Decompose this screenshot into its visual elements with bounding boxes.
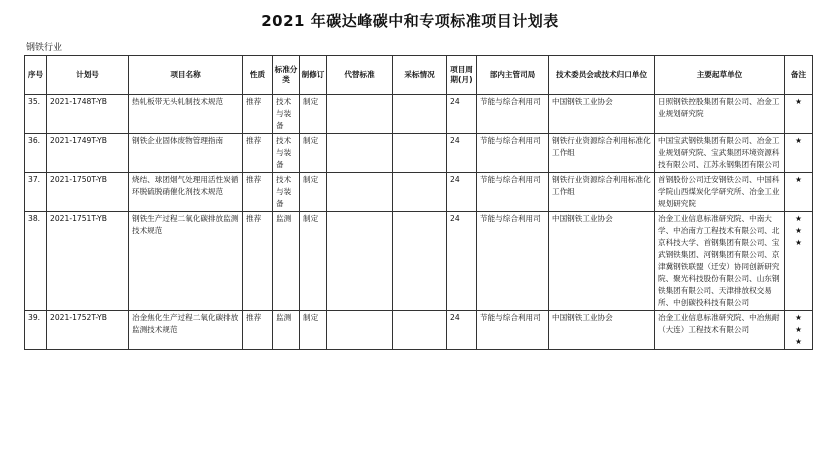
cell-no: 37.	[25, 173, 47, 212]
cell-revision: 制定	[300, 212, 327, 311]
cell-plan: 2021-1750T-YB	[47, 173, 129, 212]
table-row	[25, 134, 813, 173]
cell-committee: 中国钢铁工业协会	[549, 212, 655, 311]
table-row	[25, 311, 813, 350]
cell-name: 烧结、球团烟气处理用活性炭循环脱硫脱硝催化剂技术规范	[129, 173, 243, 212]
col-header: 制修订	[300, 56, 327, 95]
cell-committee: 钢铁行业资源综合利用标准化工作组	[549, 134, 655, 173]
cell-committee: 中国钢铁工业协会	[549, 95, 655, 134]
cell-period: 24	[447, 311, 477, 350]
cell-replace	[327, 212, 393, 311]
col-header: 部内主管司局	[477, 56, 549, 95]
cell-committee: 中国钢铁工业协会	[549, 311, 655, 350]
cell-plan: 2021-1751T-YB	[47, 212, 129, 311]
cell-nature: 推荐	[243, 212, 273, 311]
cell-drafters: 中国宝武钢铁集团有限公司、冶金工业规划研究院、宝武集团环境资源科技有限公司、江苏永钢集团有限公司	[655, 134, 785, 173]
cell-dept: 节能与综合利用司	[477, 134, 549, 173]
cell-category: 技术与装备	[273, 95, 300, 134]
table-row	[25, 173, 813, 212]
cell-note: ★ ★ ★	[785, 212, 813, 311]
col-header: 序号	[25, 56, 47, 95]
cell-name: 钢铁企业固体废物管理指南	[129, 134, 243, 173]
cell-adopt	[393, 212, 447, 311]
cell-dept: 节能与综合利用司	[477, 173, 549, 212]
cell-plan: 2021-1748T-YB	[47, 95, 129, 134]
section-label: 钢铁行业	[26, 43, 63, 53]
cell-period: 24	[447, 134, 477, 173]
cell-no: 35.	[25, 95, 47, 134]
cell-replace	[327, 134, 393, 173]
col-header: 性质	[243, 56, 273, 95]
cell-dept: 节能与综合利用司	[477, 212, 549, 311]
cell-adopt	[393, 173, 447, 212]
cell-no: 36.	[25, 134, 47, 173]
col-header: 采标情况	[393, 56, 447, 95]
cell-drafters: 首钢股份公司迁安钢铁公司、中国科学院山西煤炭化学研究所、冶金工业规划研究院	[655, 173, 785, 212]
cell-adopt	[393, 95, 447, 134]
cell-period: 24	[447, 173, 477, 212]
cell-note: ★	[785, 134, 813, 173]
col-header: 项目周期(月)	[447, 56, 477, 95]
cell-nature: 推荐	[243, 311, 273, 350]
cell-nature: 推荐	[243, 173, 273, 212]
cell-dept: 节能与综合利用司	[477, 95, 549, 134]
cell-nature: 推荐	[243, 95, 273, 134]
cell-note: ★ ★ ★	[785, 311, 813, 350]
header-row	[25, 56, 813, 95]
cell-replace	[327, 173, 393, 212]
cell-adopt	[393, 311, 447, 350]
standards-table	[24, 55, 813, 350]
col-header: 计划号	[47, 56, 129, 95]
col-header: 技术委员会或技术归口单位	[549, 56, 655, 95]
cell-revision: 制定	[300, 173, 327, 212]
table-row	[25, 212, 813, 311]
cell-drafters: 冶金工业信息标准研究院、中冶焦耐（大连）工程技术有限公司	[655, 311, 785, 350]
cell-note: ★	[785, 173, 813, 212]
cell-adopt	[393, 134, 447, 173]
cell-name: 热轧板带无头轧制技术规范	[129, 95, 243, 134]
col-header: 代替标准	[327, 56, 393, 95]
cell-no: 39.	[25, 311, 47, 350]
cell-revision: 制定	[300, 134, 327, 173]
cell-category: 技术与装备	[273, 173, 300, 212]
table-row	[25, 95, 813, 134]
cell-name: 冶金焦化生产过程二氧化碳排放监测技术规范	[129, 311, 243, 350]
cell-committee: 钢铁行业资源综合利用标准化工作组	[549, 173, 655, 212]
cell-plan: 2021-1752T-YB	[47, 311, 129, 350]
cell-category: 监测	[273, 311, 300, 350]
col-header: 标准分类	[273, 56, 300, 95]
cell-replace	[327, 311, 393, 350]
cell-category: 监测	[273, 212, 300, 311]
cell-note: ★	[785, 95, 813, 134]
cell-plan: 2021-1749T-YB	[47, 134, 129, 173]
cell-nature: 推荐	[243, 134, 273, 173]
cell-drafters: 日照钢铁控股集团有限公司、冶金工业规划研究院	[655, 95, 785, 134]
col-header: 备注	[785, 56, 813, 95]
cell-no: 38.	[25, 212, 47, 311]
cell-revision: 制定	[300, 311, 327, 350]
cell-period: 24	[447, 212, 477, 311]
cell-replace	[327, 95, 393, 134]
cell-dept: 节能与综合利用司	[477, 311, 549, 350]
cell-period: 24	[447, 95, 477, 134]
cell-revision: 制定	[300, 95, 327, 134]
col-header: 项目名称	[129, 56, 243, 95]
col-header: 主要起草单位	[655, 56, 785, 95]
cell-drafters: 冶金工业信息标准研究院、中南大学、中冶南方工程技术有限公司、北京科技大学、首钢集团有限公司、宝武钢铁集团、河钢集团有限公司、京津冀钢铁联盟（迁安）协同创新研究院、聚光科技股份有限公司、山东钢铁集团有限公司、天津排放权交易所、中创碳投科技有限公司	[655, 212, 785, 311]
page-title: 2021 年碳达峰碳中和专项标准项目计划表	[261, 12, 559, 30]
cell-category: 技术与装备	[273, 134, 300, 173]
cell-name: 钢铁生产过程二氧化碳排放监测技术规范	[129, 212, 243, 311]
